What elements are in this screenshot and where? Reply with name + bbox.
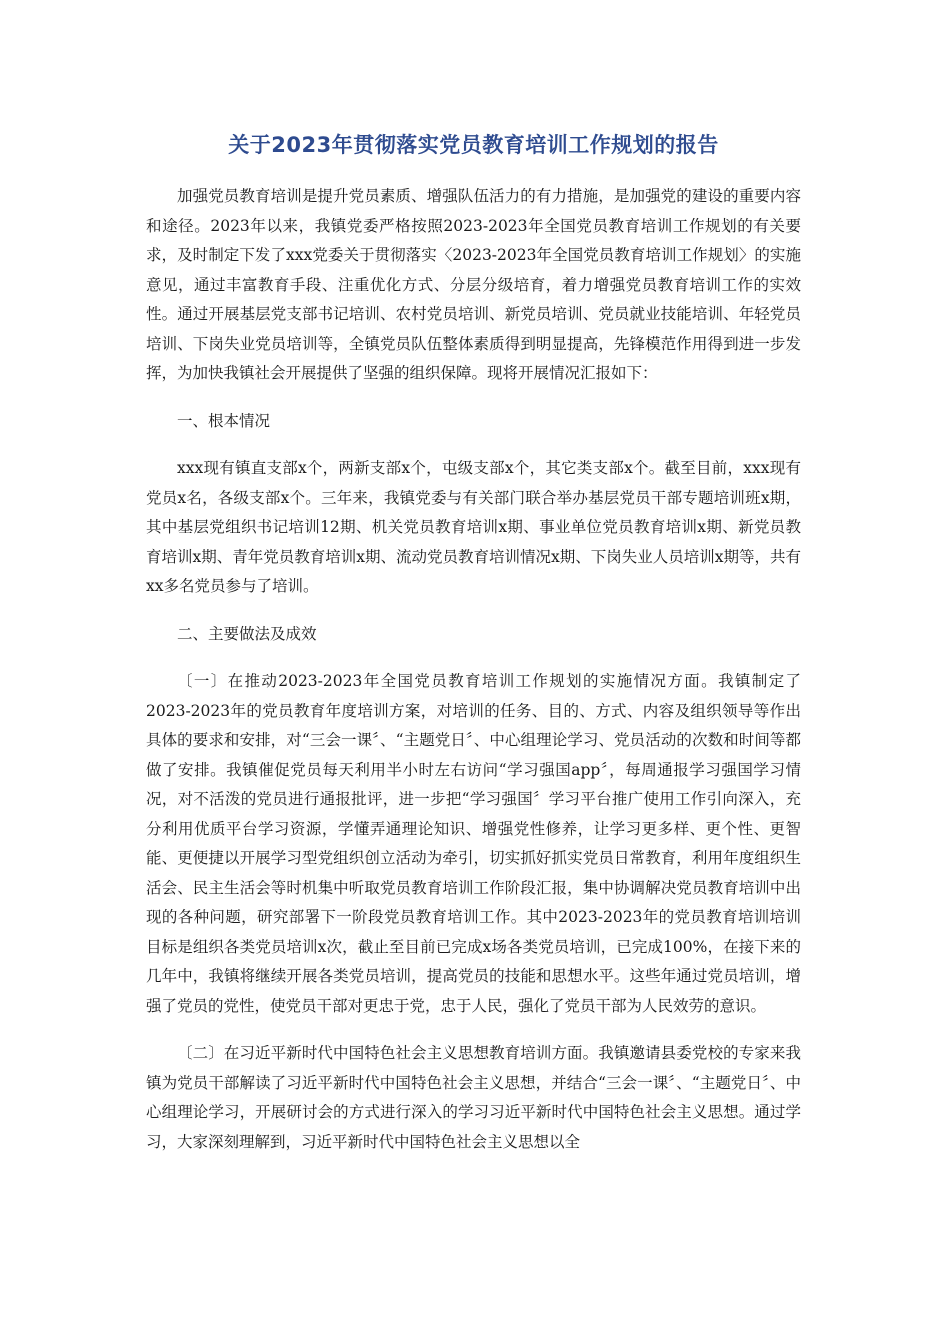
spacer [146,602,801,620]
spacer [146,1021,801,1039]
intro-paragraph: 加强党员教育培训是提升党员素质、增强队伍活力的有力措施，是加强党的建设的重要内容和途径。2023年以来，我镇党委严格按照2023-2023年全国党员教育培训工作规划的有关要求，及时制定下发了xxx党委关于贯彻落实〈2023-2023年全国党员教育培训工作规划〉的实施意见，通过丰富教育手段、注重优化方式、分层分级培育，着力增强党员教育培训工作的实效性。通过开展基层党支部书记培训、农村党员培训、新党员培训、党员就业技能培训、年轻党员培训、下岗失业党员培训等，全镇党员队伍整体素质得到明显提高，先锋模范作用得到进一步发挥，为加快我镇社会开展提供了坚强的组织保障。现将开展情况汇报如下： [146,187,801,382]
spacer [146,649,801,667]
section-1-paragraph: xxx现有镇直支部x个，两新支部x个，屯级支部x个，其它类支部x个。截至目前，xxx现有党员x名，各级支部x个。三年来，我镇党委与有关部门联合举办基层党员干部专题培训班x期，其中基层党组织书记培训12期、机关党员教育培训x期、事业单位党员教育培训x期、新党员教育培训x期、青年党员教育培训x期、流动党员教育培训情况x期、下岗失业人员培训x期等，共有xx多名党员参与了培训。 [146,459,801,595]
spacer [146,436,801,454]
section-2-heading: 二、主要做法及成效 [177,624,317,643]
section-2-paragraph-1: 〔一〕在推动2023-2023年全国党员教育培训工作规划的实施情况方面。我镇制定了2023-2023年的党员教育年度培训方案，对培训的任务、目的、方式、内容及组织领导等作出具体的要求和安排，对“三会一课〞、“主题党日〞、中心组理论学习、党员活动的次数和时间等都做了安排。我镇催促党员每天利用半小时左右访问“学习强国app〞，每周通报学习强国学习情况，对不活泼的党员进行通报批评，进一步把“学习强国〞学习平台推广使用工作引向深入，充分利用优质平台学习资源，学懂弄通理论知识、增强党性修养，让学习更多样、更个性、更智能、更便捷以开展学习型党组织创立活动为牵引，切实抓好抓实党员日常教育，利用年度组织生活会、民主生活会等时机集中听取党员教育培训工作阶段汇报，集中协调解决党员教育培训中出现的各种问题，研究部署下一阶段党员教育培训工作。其中2023-2023年的党员教育培训培训目标是组织各类党员培训x次，截止至目前已完成x场各类党员培训，已完成100%，在接下来的几年中，我镇将继续开展各类党员培训，提高党员的技能和思想水平。这些年通过党员培训，增强了党员的党性，使党员干部对更忠于党，忠于人民，强化了党员干部为人民效劳的意识。 [146,672,801,1015]
section-2-paragraph-2: 〔二〕在习近平新时代中国特色社会主义思想教育培训方面。我镇邀请县委党校的专家来我镇为党员干部解读了习近平新时代中国特色社会主义思想，并结合“三会一课〞、“主题党日〞、中心组理论学习，开展研讨会的方式进行深入的学习习近平新时代中国特色社会主义思想。通过学习，大家深刻理解到，习近平新时代中国特色社会主义思想以全 [146,1044,801,1151]
document-title: 关于2023年贯彻落实党员教育培训工作规划的报告 [228,133,719,157]
section-1-heading: 一、根本情况 [177,411,271,430]
document-page [146,130,801,1157]
spacer [146,389,801,407]
